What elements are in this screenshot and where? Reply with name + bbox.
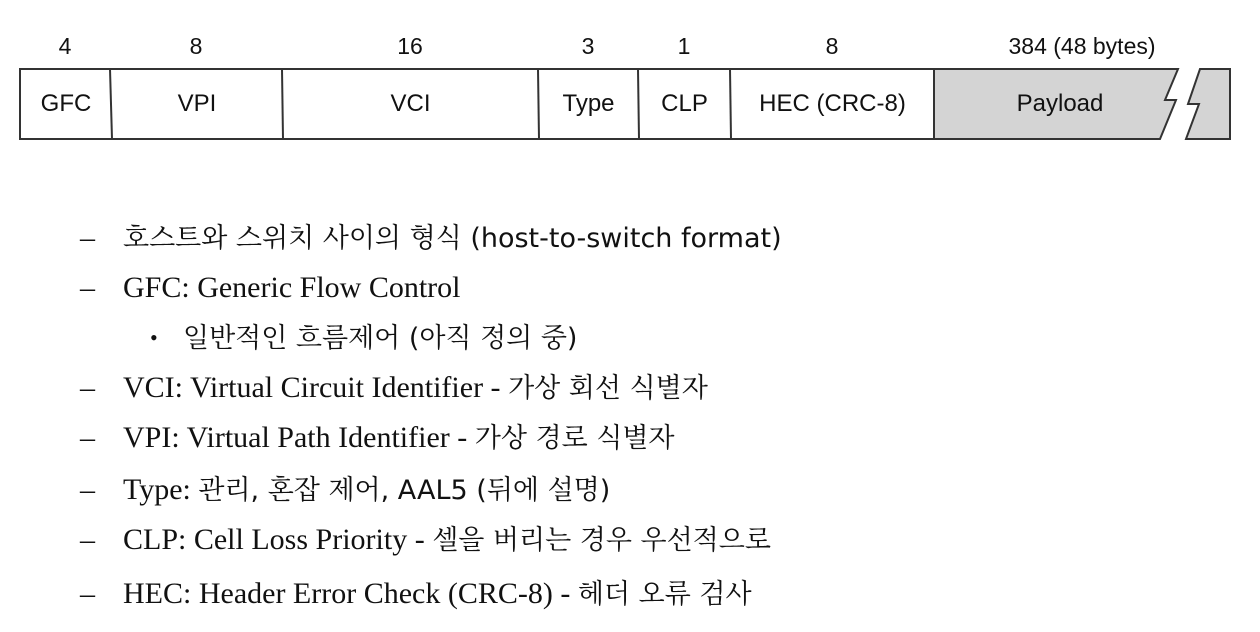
- field-gfc: GFC: [40, 90, 92, 117]
- bits-hec: 8: [825, 33, 839, 59]
- dash-marker: –: [80, 473, 95, 506]
- field-clp: CLP: [661, 90, 708, 117]
- note-clp: CLP: Cell Loss Priority - 셀을 버리는 경우 우선적으로: [123, 523, 771, 556]
- dash-marker: –: [80, 523, 95, 556]
- note-gfc-detail: 일반적인 흐름제어 (아직 정의 중): [183, 323, 578, 354]
- payload-tail: [1186, 69, 1230, 139]
- field-vpi: VPI: [177, 90, 217, 117]
- bits-gfc: 4: [58, 33, 72, 59]
- bullet-marker: •: [150, 325, 158, 350]
- dash-marker: –: [80, 577, 95, 610]
- note-vpi: VPI: Virtual Path Identifier - 가상 경로 식별자: [123, 421, 675, 454]
- bits-clp: 1: [677, 33, 691, 59]
- field-type: Type: [562, 90, 615, 117]
- note-format: [123, 220, 782, 257]
- note-format-text: 호스트와 스위치 사이의 형식 (host-to-switch format): [123, 223, 782, 254]
- bits-vci: 16: [397, 33, 423, 59]
- dash-marker: –: [80, 421, 95, 454]
- bits-vpi: 8: [189, 33, 203, 59]
- dash-marker: –: [80, 271, 95, 304]
- note-hec: HEC: Header Error Check (CRC-8) - 헤더 오류 검사: [123, 577, 752, 610]
- field-hec: HEC (CRC-8): [759, 90, 906, 117]
- bits-type: 3: [581, 33, 595, 59]
- note-type: Type: 관리, 혼잡 제어, AAL5 (뒤에 설명): [123, 473, 611, 506]
- note-vci: VCI: Virtual Circuit Identifier - 가상 회선 식별자: [123, 371, 708, 404]
- note-gfc: GFC: Generic Flow Control: [123, 271, 461, 304]
- bits-payload: 384 (48 bytes): [1008, 33, 1156, 59]
- field-payload: Payload: [1016, 90, 1104, 117]
- field-vci: VCI: [390, 90, 431, 117]
- dash-marker: –: [80, 371, 95, 404]
- dash-marker: –: [80, 221, 95, 254]
